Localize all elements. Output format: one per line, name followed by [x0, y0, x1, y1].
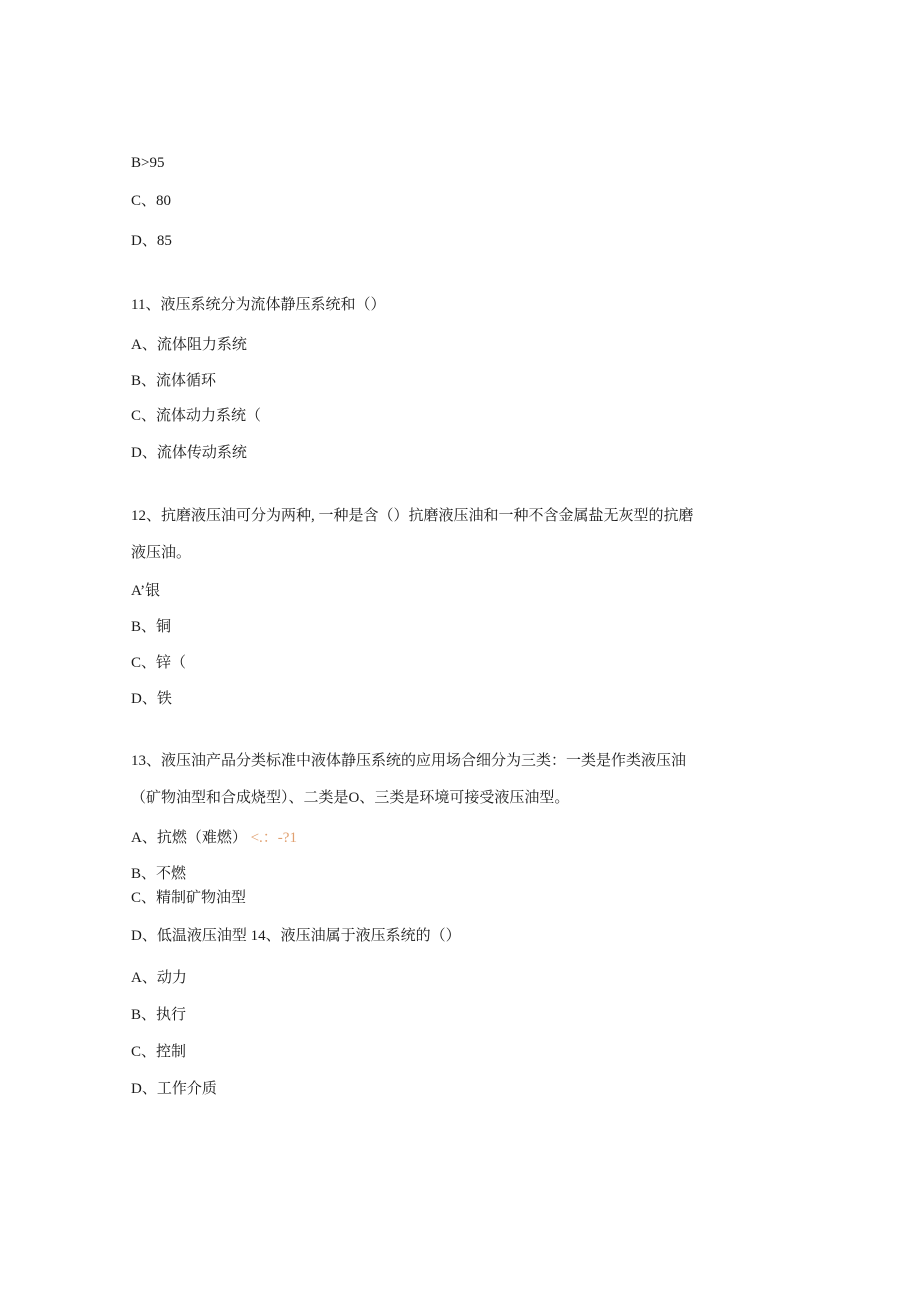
q14-option-d: D、工作介质 — [131, 1081, 217, 1097]
q10-option-c: C、80 — [131, 193, 172, 209]
q14-option-c: C、控制 — [131, 1044, 187, 1060]
q11-option-d: D、流体传动系统 — [131, 445, 247, 461]
q13-stem-line2: （矿物油型和合成烧型）、二类是O、三类是环境可接受液压油型。 — [131, 790, 570, 806]
q12-stem-line1: 12、抗磨液压油可分为两种, 一种是含（）抗磨液压油和一种不含金属盐无灰型的抗磨 — [131, 508, 694, 524]
q13-option-a-label: A、抗燃（难燃） — [131, 830, 247, 846]
q13-option-b: B、不燃 — [131, 866, 187, 882]
q12-option-b: B、铜 — [131, 619, 172, 635]
q13-option-d-q14-stem: D、低温液压油型 14、液压油属于液压系统的（） — [131, 928, 461, 944]
q11-option-a: A、流体阻力系统 — [131, 337, 247, 353]
q12-option-d: D、铁 — [131, 691, 172, 707]
q11-stem: 11、液压系统分为流体静压系统和（） — [131, 297, 386, 313]
q13-option-c: C、精制矿物油型 — [131, 890, 247, 906]
q10-option-d: D、85 — [131, 233, 172, 249]
q10-option-b: B>95 — [131, 155, 165, 171]
q12-option-a: A’银 — [131, 583, 161, 599]
q13-option-a — [131, 828, 297, 848]
q11-option-b: B、流体循环 — [131, 373, 217, 389]
q14-option-a: A、动力 — [131, 970, 187, 986]
q13-option-a-noise: <.：-?1 — [250, 830, 297, 846]
q11-option-c: C、流体动力系统（ — [131, 408, 262, 424]
q14-option-b: B、执行 — [131, 1007, 187, 1023]
q12-option-c: C、锌（ — [131, 655, 187, 671]
q13-stem-line1: 13、液压油产品分类标准中液体静压系统的应用场合细分为三类：一类是作类液压油 — [131, 753, 687, 769]
q12-stem-line2: 液压油。 — [131, 545, 192, 561]
